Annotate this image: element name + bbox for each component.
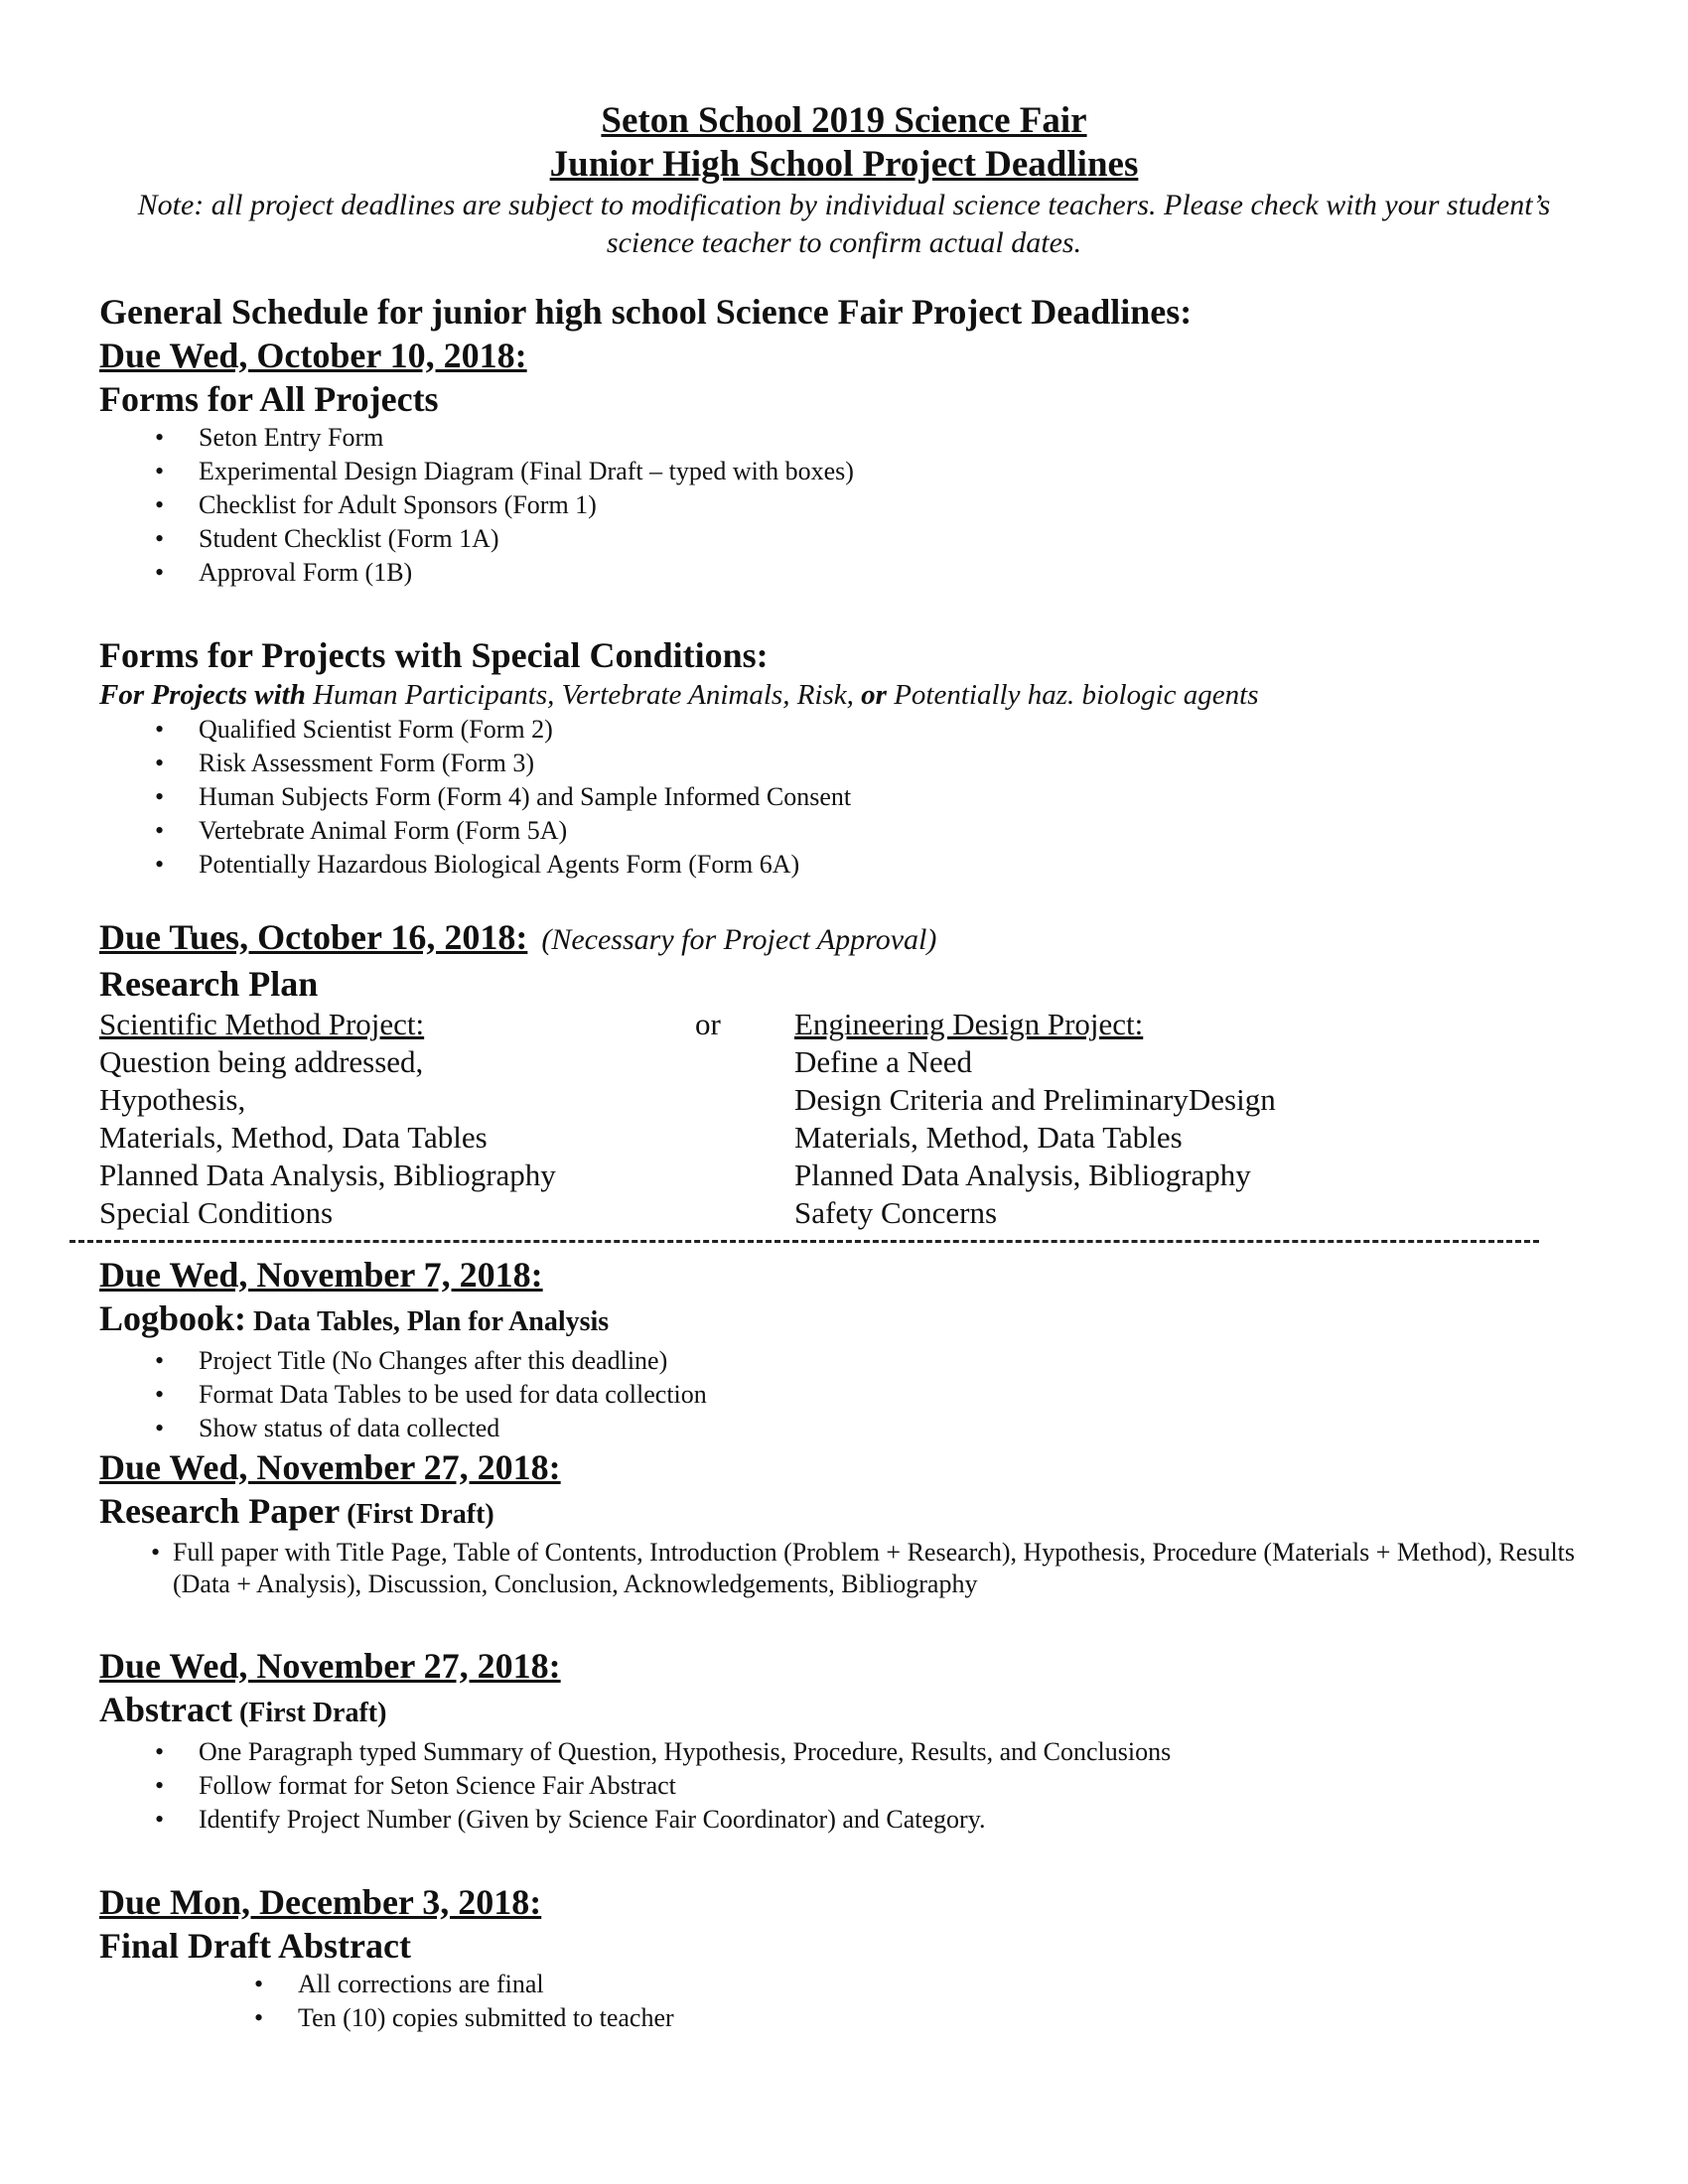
list-item: • Identify Project Number (Given by Science Fair Coordinator) and Category. [155, 1805, 986, 1834]
scientific-method-column [99, 1006, 695, 1232]
due-date-nov-7: Due Wed, November 7, 2018: [99, 1255, 543, 1295]
doc-note: Note: all project deadlines are subject to modification by individual science teachers. Please check with your student’s science teacher to confirm actual dates. [137, 189, 1551, 259]
list-item: • Project Title (No Changes after this deadline) [155, 1346, 668, 1375]
list-item: • Show status of data collected [155, 1414, 500, 1442]
list-item: Define a Need [794, 1044, 973, 1079]
forms-all-projects-heading: Forms for All Projects [99, 379, 439, 419]
list-item: • Ten (10) copies submitted to teacher [254, 2003, 674, 2032]
list-item: • Follow format for Seton Science Fair Abstract [155, 1771, 676, 1800]
or-separator: or [695, 1007, 721, 1041]
special-forms-list [99, 713, 1589, 882]
research-paper-item: • Full paper with Title Page, Table of Contents, Introduction (Problem + Research), Hypothesis, Procedure (Materials + Method), Results (Data + Analysis), Discussion, Conclusion, Acknowledgements, Bibliography [151, 1538, 1576, 1598]
list-item: Planned Data Analysis, Bibliography [794, 1158, 1251, 1192]
abstract-heading: Abstract (First Draft) [99, 1690, 387, 1729]
list-item: • Approval Form (1B) [155, 558, 413, 587]
list-item: • Potentially Hazardous Biological Agents Form (Form 6A) [155, 850, 800, 879]
due-date-oct-10: Due Wed, October 10, 2018: [99, 336, 527, 375]
list-item: Safety Concerns [794, 1195, 998, 1230]
final-draft-abstract-heading: Final Draft Abstract [99, 1926, 411, 1966]
engineering-design-heading: Engineering Design Project: [794, 1007, 1144, 1041]
list-item: Planned Data Analysis, Bibliography [99, 1158, 556, 1192]
list-item: • Checklist for Adult Sponsors (Form 1) [155, 490, 597, 519]
title-block [99, 99, 1589, 262]
due-date-nov-27-abstract: Due Wed, November 27, 2018: [99, 1646, 561, 1686]
document-page [99, 99, 1589, 2035]
list-item: Hypothesis, [99, 1082, 246, 1117]
general-schedule-heading: General Schedule for junior high school Science Fair Project Deadlines: [99, 292, 1193, 332]
list-item: • All corrections are final [254, 1970, 544, 1998]
due-date-nov-27-paper: Due Wed, November 27, 2018: [99, 1447, 561, 1487]
logbook-heading: Logbook: Data Tables, Plan for Analysis [99, 1298, 610, 1338]
list-item: • Student Checklist (Form 1A) [155, 524, 499, 553]
list-item: • Risk Assessment Form (Form 3) [155, 749, 535, 777]
list-item: Materials, Method, Data Tables [794, 1120, 1183, 1155]
list-item: • Qualified Scientist Form (Form 2) [155, 715, 553, 744]
list-item: • Seton Entry Form [155, 423, 384, 452]
list-item: • Format Data Tables to be used for data collection [155, 1380, 707, 1409]
final-draft-list [99, 1968, 1589, 2035]
list-item: Design Criteria and PreliminaryDesign [794, 1082, 1276, 1117]
due-date-oct-16: Due Tues, October 16, 2018: (Necessary for Project Approval) [99, 917, 937, 957]
due-date-dec-3: Due Mon, December 3, 2018: [99, 1882, 542, 1922]
doc-subtitle: Junior High School Project Deadlines [549, 144, 1139, 185]
list-item: • One Paragraph typed Summary of Question, Hypothesis, Procedure, Results, and Conclusions [155, 1737, 1172, 1766]
abstract-list [99, 1735, 1589, 1837]
list-item: Question being addressed, [99, 1044, 424, 1079]
list-item: • Vertebrate Animal Form (Form 5A) [155, 816, 568, 845]
list-item: • Experimental Design Diagram (Final Draft – typed with boxes) [155, 457, 854, 485]
list-item: Materials, Method, Data Tables [99, 1120, 488, 1155]
research-plan-columns [99, 1006, 1589, 1234]
research-paper-heading: Research Paper (First Draft) [99, 1491, 494, 1531]
forms-all-list [99, 421, 1589, 590]
research-plan-heading: Research Plan [99, 964, 319, 1004]
scientific-method-heading: Scientific Method Project: [99, 1007, 425, 1041]
list-item: Special Conditions [99, 1195, 334, 1230]
doc-title: Seton School 2019 Science Fair [601, 100, 1087, 141]
special-conditions-subheading: For Projects with Human Participants, Vertebrate Animals, Risk, or Potentially haz. biologic agents [99, 679, 1259, 711]
special-conditions-heading: Forms for Projects with Special Conditions: [99, 635, 769, 675]
engineering-design-column [794, 1006, 1589, 1232]
list-item: • Human Subjects Form (Form 4) and Sample Informed Consent [155, 782, 852, 811]
logbook-list [99, 1344, 1589, 1445]
dashed-divider [70, 1240, 1539, 1243]
